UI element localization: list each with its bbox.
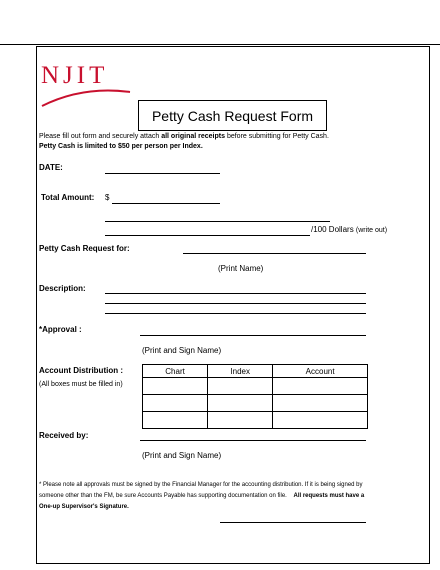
account-cell[interactable] xyxy=(273,378,368,395)
logo-swoosh-icon xyxy=(40,82,132,108)
footnote-line-3: One-up Supervisor's Signature. xyxy=(39,504,129,510)
footnote xyxy=(39,480,424,513)
form-title: Petty Cash Request Form xyxy=(138,100,327,131)
table-row xyxy=(143,378,368,395)
description-line-1[interactable] xyxy=(105,293,366,294)
approval-label: *Approval : xyxy=(39,325,82,334)
intro-text: Please fill out form and securely attach all original receipts before submitting for Petty Cash. xyxy=(39,133,329,140)
dollar-sign: $ xyxy=(105,193,110,202)
column-header-account: Account xyxy=(273,365,368,378)
received-by-label: Received by: xyxy=(39,431,89,440)
footnote-line-2: someone other than the FM, be sure Accounts Payable has supporting documentation on file. All requests must have a xyxy=(39,493,365,499)
description-line-2[interactable] xyxy=(105,303,366,304)
index-cell[interactable] xyxy=(208,395,273,412)
date-field[interactable] xyxy=(105,173,220,174)
approval-field[interactable] xyxy=(140,335,366,336)
index-cell[interactable] xyxy=(208,412,273,429)
account-table xyxy=(142,364,368,429)
received-by-field[interactable] xyxy=(140,440,366,441)
table-header-row xyxy=(143,365,368,378)
total-amount-label: Total Amount: xyxy=(41,193,95,202)
date-label: DATE: xyxy=(39,163,63,172)
column-header-chart: Chart xyxy=(143,365,208,378)
column-header-index: Index xyxy=(208,365,273,378)
description-line-3[interactable] xyxy=(105,313,366,314)
amount-written-field-2[interactable] xyxy=(105,235,310,236)
account-distribution-label: Account Distribution : xyxy=(39,366,123,375)
amount-written-field-1[interactable] xyxy=(105,221,330,222)
chart-cell[interactable] xyxy=(143,395,208,412)
chart-cell[interactable] xyxy=(143,378,208,395)
top-rule xyxy=(0,44,440,45)
received-by-caption: (Print and Sign Name) xyxy=(142,451,222,460)
approval-caption: (Print and Sign Name) xyxy=(142,346,222,355)
njit-logo: NJIT xyxy=(41,62,109,89)
dollars-suffix: /100 Dollars (write out) xyxy=(311,225,388,234)
request-for-label: Petty Cash Request for: xyxy=(39,244,130,253)
account-note: (All boxes must be filled in) xyxy=(39,381,123,388)
chart-cell[interactable] xyxy=(143,412,208,429)
request-for-field[interactable] xyxy=(183,253,366,254)
account-cell[interactable] xyxy=(273,412,368,429)
supervisor-signature-field[interactable] xyxy=(220,522,366,523)
print-name-caption: (Print Name) xyxy=(218,264,264,273)
footnote-line-1: * Please note all approvals must be signed by the Financial Manager for the accounting distribution. If it is being signed by xyxy=(39,482,363,488)
total-amount-field[interactable] xyxy=(112,203,220,204)
index-cell[interactable] xyxy=(208,378,273,395)
table-row xyxy=(143,412,368,429)
description-label: Description: xyxy=(39,284,86,293)
limit-text: Petty Cash is limited to $50 per person per Index. xyxy=(39,143,203,150)
account-cell[interactable] xyxy=(273,395,368,412)
table-row xyxy=(143,395,368,412)
